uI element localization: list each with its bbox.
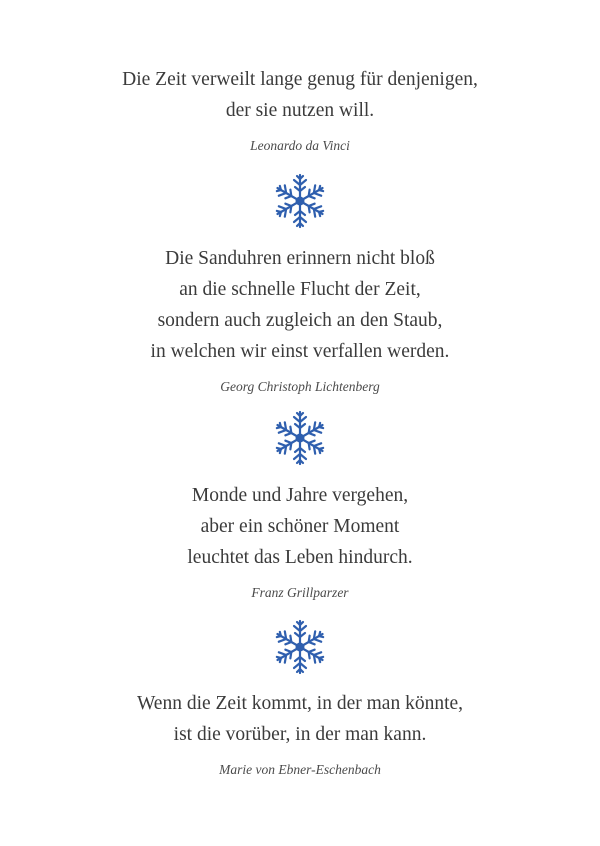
quote-author: Marie von Ebner-Eschenbach bbox=[219, 762, 381, 777]
quote-block-4 bbox=[0, 688, 600, 778]
quote-line: sondern auch zugleich an den Staub, bbox=[157, 310, 443, 331]
snowflake-icon bbox=[270, 408, 330, 468]
quote-line: Wenn die Zeit kommt, in der man könnte, bbox=[136, 693, 464, 714]
snowflake-icon bbox=[270, 617, 330, 677]
quote-line: aber ein schöner Moment bbox=[200, 516, 400, 537]
quote-line: ist die vorüber, in der man kann. bbox=[173, 724, 427, 745]
quote-line: in welchen wir einst verfallen werden. bbox=[150, 341, 450, 362]
quote-author: Leonardo da Vinci bbox=[250, 138, 350, 153]
quote-line: Die Sanduhren erinnern nicht bloß bbox=[165, 248, 435, 269]
quote-author: Franz Grillparzer bbox=[251, 585, 349, 600]
quote-line: Die Zeit verweilt lange genug für denjenigen, bbox=[122, 69, 478, 90]
quote-block-1 bbox=[0, 64, 600, 154]
snowflake-icon bbox=[270, 171, 330, 231]
quote-line: an die schnelle Flucht der Zeit, bbox=[179, 279, 421, 300]
quote-author: Georg Christoph Lichtenberg bbox=[220, 379, 380, 394]
quote-block-3 bbox=[0, 480, 600, 601]
quote-line: der sie nutzen will. bbox=[225, 100, 375, 121]
quote-line: Monde und Jahre vergehen, bbox=[191, 485, 409, 506]
quote-line: leuchtet das Leben hindurch. bbox=[187, 547, 413, 568]
quote-block-2 bbox=[0, 243, 600, 395]
